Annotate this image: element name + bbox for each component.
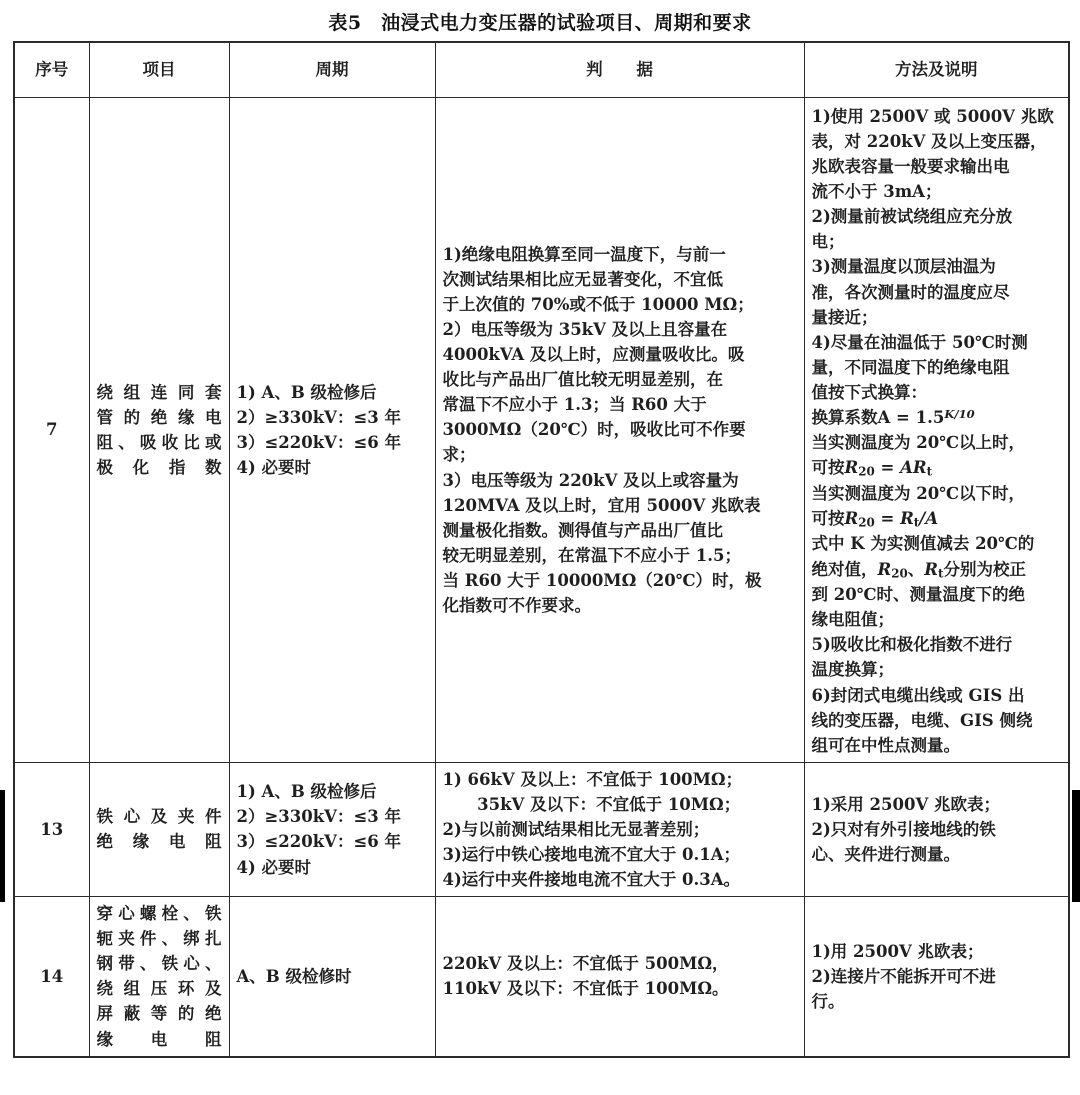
method-line: 2)连接片不能拆开可不进	[811, 966, 996, 986]
table-row	[14, 762, 1069, 896]
item-line: 管的绝缘电	[96, 407, 222, 427]
method-line: 3)测量温度以顶层油温为	[811, 257, 996, 277]
method-line: 流不小于 3mA；	[811, 182, 942, 202]
criteria-line: 110kV 及以下：不宜低于 100MΩ。	[442, 979, 729, 999]
criteria-line: 较无明显差别，在常温下不应小于 1.5；	[442, 545, 741, 565]
method-line: 式中 K 为实测值减去 20℃的	[811, 534, 1035, 554]
method-line: 行。	[811, 991, 845, 1011]
criteria-line: 化指数可不作要求。	[442, 595, 591, 615]
cell-no: 13	[14, 762, 89, 896]
criteria-line: 于上次值的 70%或不低于 10000 MΩ；	[442, 294, 754, 314]
criteria-line: 当 R60 大于 10000MΩ（20℃）时，极	[442, 570, 762, 590]
header-criteria: 判 据	[435, 42, 804, 98]
method-line: 缘电阻值；	[811, 610, 894, 630]
method-line: 4)尽量在油温低于 50℃时测	[811, 332, 1028, 352]
method-line: 1)采用 2500V 兆欧表；	[811, 794, 1001, 814]
criteria-line: 2）电压等级为 35kV 及以上且容量在	[442, 320, 728, 340]
cell-no: 14	[14, 897, 89, 1057]
method-line: 到 20℃时、测量温度下的绝	[811, 585, 1025, 605]
cell-method	[804, 98, 1069, 763]
method-formula-above20: 可按R20 = ARt	[811, 458, 933, 479]
table-row	[14, 98, 1069, 763]
criteria-line: 4)运行中夹件接地电流不宜大于 0.3A。	[442, 870, 741, 890]
cycle-line: 1) A、B 级检修后	[236, 382, 377, 402]
table-header	[14, 42, 1069, 98]
method-line: 温度换算；	[811, 660, 894, 680]
method-line: 量，不同温度下的绝缘电阻	[811, 357, 1010, 377]
cell-cycle	[229, 897, 435, 1057]
item-line: 铁心及夹件	[96, 807, 222, 827]
item-line: 穿心螺栓、铁	[96, 904, 222, 924]
header-cycle: 周期	[229, 42, 435, 98]
item-line: 屏蔽等的绝	[96, 1004, 222, 1024]
criteria-line: 常温下不应小于 1.3；当 R60 大于	[442, 395, 707, 415]
cell-item	[89, 897, 229, 1057]
spec-table	[13, 41, 1070, 1058]
scan-artifact-right	[1072, 790, 1080, 902]
criteria-line: 3)运行中铁心接地电流不宜大于 0.1A；	[442, 845, 741, 864]
method-line: 当实测温度为 20℃以上时，	[811, 433, 1025, 453]
cell-method	[804, 897, 1069, 1057]
cycle-line: 3）≤220kV：≤6 年	[236, 832, 402, 852]
method-line: 2)测量前被试绕组应充分放	[811, 207, 1013, 227]
criteria-line: 3000MΩ（20℃）时，吸收比可不作要	[442, 420, 746, 440]
method-line: 电；	[811, 232, 845, 252]
cell-criteria	[435, 98, 804, 763]
criteria-line: 测量极化指数。测得值与产品出厂值比	[442, 520, 723, 540]
cell-item	[89, 762, 229, 896]
cell-method	[804, 762, 1069, 896]
criteria-line: 次测试结果相比应无显著变化，不宜低	[442, 269, 723, 289]
method-line: 心、夹件进行测量。	[811, 845, 960, 864]
criteria-line: 1)绝缘电阻换算至同一温度下，与前一	[442, 244, 726, 264]
table-header-row	[14, 42, 1069, 98]
method-formula-below20: 可按R20 = Rt/A	[811, 508, 939, 530]
criteria-line: 求；	[442, 445, 476, 465]
method-line: 量接近；	[811, 307, 878, 327]
item-line: 绝缘电阻	[96, 832, 222, 852]
table-body	[14, 98, 1069, 1057]
cycle-line: 1) A、B 级检修后	[236, 782, 377, 802]
method-line: 1)使用 2500V 或 5000V 兆欧	[811, 107, 1054, 126]
criteria-line: 收比与产品出厂值比较无明显差别，在	[442, 370, 723, 390]
cycle-line: 4) 必要时	[236, 457, 312, 477]
cycle-line: 2）≥330kV：≤3 年	[236, 807, 402, 827]
table-row	[14, 897, 1069, 1057]
item-line: 绕组连同套	[96, 382, 222, 402]
item-line: 轭夹件、绑扎	[96, 929, 222, 949]
header-item: 项目	[89, 42, 229, 98]
method-line: 兆欧表容量一般要求输出电	[811, 157, 1010, 177]
method-line-r20-rt: 绝对值，R20、Rt分别为校正	[811, 559, 1026, 581]
cell-no: 7	[14, 98, 89, 763]
method-line: 值按下式换算：	[811, 382, 927, 402]
criteria-line: 3）电压等级为 220kV 及以上或容量为	[442, 470, 739, 490]
item-line: 钢带、铁心、	[96, 954, 222, 974]
cycle-line: 3）≤220kV：≤6 年	[236, 432, 402, 452]
item-line: 阻、吸收比或	[96, 432, 222, 452]
criteria-line: 1) 66kV 及以上：不宜低于 100MΩ；	[442, 769, 743, 789]
cycle-line: A、B 级检修时	[236, 966, 352, 986]
method-line: 线的变压器，电缆、GIS 侧绕	[811, 710, 1033, 730]
cycle-line: 4) 必要时	[236, 857, 312, 877]
method-line: 5)吸收比和极化指数不进行	[811, 635, 1013, 655]
method-formula-coefficient: 换算系数$A = 1.5^{K/10}$	[811, 406, 975, 427]
item-line: 缘电阻	[96, 1029, 222, 1049]
method-line: 6)封闭式电缆出线或 GIS 出	[811, 685, 1025, 705]
cell-cycle	[229, 98, 435, 763]
cell-criteria	[435, 762, 804, 896]
method-line: 2)只对有外引接地线的铁	[811, 819, 996, 839]
header-method: 方法及说明	[804, 42, 1069, 98]
method-line: 表，对 220kV 及以上变压器，	[811, 132, 1047, 152]
page-title: 表5 油浸式电力变压器的试验项目、周期和要求	[328, 12, 752, 34]
header-no: 序号	[14, 42, 89, 98]
spec-table-container	[13, 41, 1068, 1058]
cell-item	[89, 98, 229, 763]
criteria-line: 35kV 及以下：不宜低于 10MΩ；	[477, 794, 741, 814]
method-line: 准，各次测量时的温度应尽	[811, 282, 1010, 302]
criteria-line: 220kV 及以上：不宜低于 500MΩ，	[442, 954, 729, 974]
criteria-line: 120MVA 及以上时，宜用 5000V 兆欧表	[442, 495, 761, 515]
criteria-line: 2)与以前测试结果相比无显著差别；	[442, 819, 710, 839]
cell-cycle	[229, 762, 435, 896]
item-line: 绕组压环及	[96, 979, 222, 999]
item-line: 极化指数	[96, 457, 222, 477]
method-line: 1)用 2500V 兆欧表；	[811, 941, 984, 961]
method-line: 组可在中性点测量。	[811, 735, 960, 755]
method-line: 当实测温度为 20℃以下时，	[811, 483, 1025, 503]
criteria-line: 4000kVA 及以上时，应测量吸收比。吸	[442, 345, 745, 365]
cell-criteria	[435, 897, 804, 1057]
scan-artifact-left	[0, 790, 5, 902]
cycle-line: 2）≥330kV：≤3 年	[236, 407, 402, 427]
